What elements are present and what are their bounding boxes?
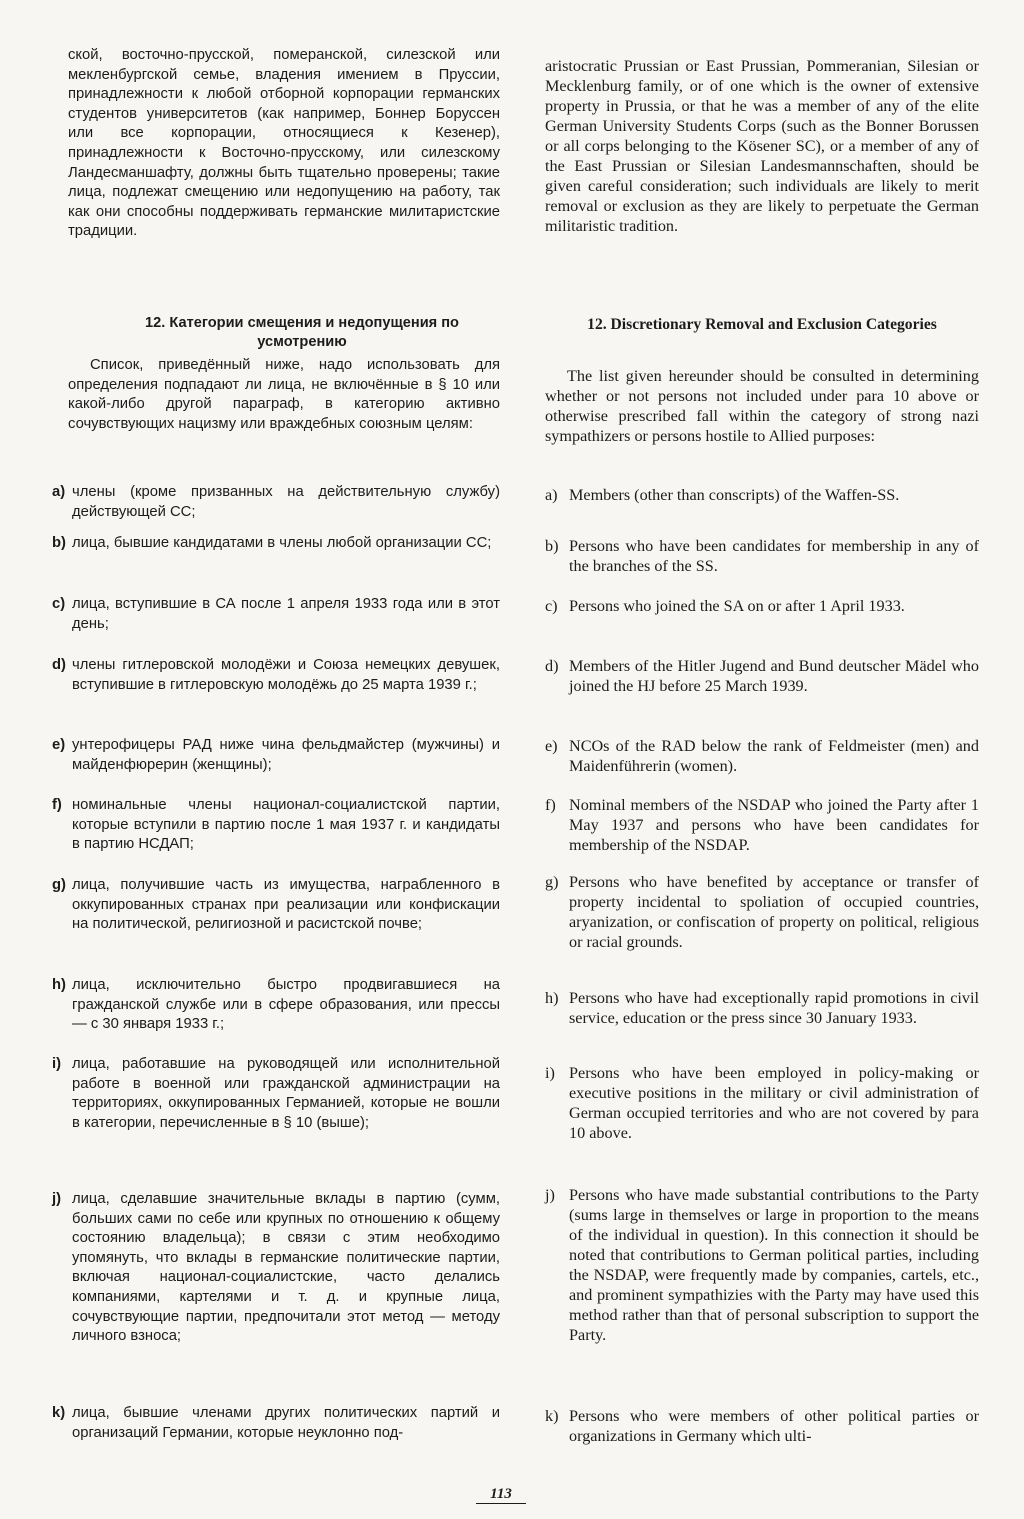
en-item-text: Persons who have made substantial contributions to the Party (sums large in themselves or large in proportion to the means of the individual in question). In this connection it should be noted that contributions to German political parties, including the NSDAP, were frequently made by companies, cartels, etc., and prominent sympathizies with the Party may have used this method rather than that of personal subscription to support the Party.	[569, 1186, 979, 1344]
en-item-text: Members (other than conscripts) of the Waffen-SS.	[569, 486, 900, 504]
ru-item-text: лица, сделавшие значительные вклады в партию (сумм, больших сами по себе или крупных по отношению к общему состоянию владельца); в связи с этим необходимо упомянуть, что вклады в германские политические партии, включая национал-социалистские, часто делались компаниями, картелями и т. д. и крупные лица, сочувствующие партии, предпочитали этот метод — методу личного взноса;	[72, 1191, 500, 1345]
ru-lead-paragraph: Список, приведённый ниже, надо использовать для определения подпадают ли лица, не включённые в § 10 или какой-либо другой параграф, в категорию активно сочувствующих нацизму или враждебных союзным целям:	[68, 357, 500, 432]
en-list-item	[545, 485, 979, 505]
ru-item-label: b)	[52, 535, 66, 551]
en-list-item	[545, 536, 979, 576]
en-item-label: h)	[545, 989, 559, 1007]
en-section-heading: 12. Discretionary Removal and Exclusion Categories	[587, 316, 937, 333]
en-item-label: a)	[545, 486, 558, 504]
en-list-item	[545, 1063, 979, 1143]
en-item-label: k)	[545, 1407, 559, 1425]
ru-list-item	[52, 656, 500, 695]
en-list-item	[545, 1406, 979, 1446]
ru-section-heading	[68, 314, 500, 352]
ru-item-text: номинальные члены национал-социалистской партии, которые вступили в партию после 1 мая 1937 г. и кандидаты в партию НСДАП;	[72, 797, 500, 853]
ru-item-text: лица, бывшие членами других политических партий и организаций Германии, которые неуклонно под-	[72, 1405, 500, 1441]
en-item-label: g)	[545, 873, 559, 891]
ru-list-item	[52, 1404, 500, 1443]
ru-item-label: g)	[52, 877, 66, 893]
ru-item-text: члены гитлеровской молодёжи и Союза немецких девушек, вступившие в гитлеровскую молодёжь до 25 марта 1939 г.;	[72, 657, 500, 693]
ru-item-label: i)	[52, 1056, 62, 1072]
ru-list-item	[52, 1055, 500, 1133]
ru-item-label: f)	[52, 797, 62, 813]
en-list-item	[545, 872, 979, 952]
ru-item-label: e)	[52, 737, 66, 753]
ru-item-text: члены (кроме призванных на действительную службу) действующей СС;	[72, 484, 500, 520]
en-list-item	[545, 1185, 979, 1345]
en-intro-paragraph: aristocratic Prussian or East Prussian, Pommeranian, Silesian or Mecklenburg family, or of one which is the owner of extensive property in Prussia, or that he was a member of any of the elite German University Students Corps (such as the Bonner Borussen or all corps belonging to the Kösener SC), or a member of any of the East Prussian or Silesian Landesmannschaften, should be given careful consideration; such individuals are likely to merit removal or exclusion as they are likely to perpetuate the German militaristic tradition.	[545, 57, 979, 235]
ru-item-text: лица, работавшие на руководящей или исполнительной работе в военной или гражданской администрации на территориях, оккупированных Германией, которые не вошли в категории, перечисленные в § 10 (выше);	[72, 1056, 500, 1131]
ru-item-label: c)	[52, 596, 66, 612]
en-list-item	[545, 795, 979, 855]
ru-list-item	[52, 796, 500, 855]
en-item-text: Persons who have benefited by acceptance or transfer of property incidental to spoliation of occupied countries, aryanization, or confiscation of property on political, religious or racial grounds.	[569, 873, 979, 951]
en-item-label: f)	[545, 796, 556, 814]
ru-list-item	[52, 876, 500, 935]
ru-list-item	[52, 1190, 500, 1347]
en-item-label: d)	[545, 657, 559, 675]
ru-item-text: лица, получившие часть из имущества, награбленного в оккупированных странах при реализации или конфискации на политической, религиозной и расистской почве;	[72, 877, 500, 933]
ru-item-label: h)	[52, 977, 66, 993]
en-item-label: e)	[545, 737, 558, 755]
ru-list-item	[52, 534, 500, 554]
ru-list-item	[52, 483, 500, 522]
en-item-text: Persons who have been employed in policy-making or executive positions in the military or civil administration of German occupied territories and who are not covered by para 10 above.	[569, 1064, 979, 1142]
ru-list-item	[52, 595, 500, 634]
ru-item-label: k)	[52, 1405, 66, 1421]
en-item-text: Persons who have had exceptionally rapid promotions in civil service, education or the press since 30 January 1933.	[569, 989, 979, 1027]
ru-list-item	[52, 736, 500, 775]
en-item-label: b)	[545, 537, 559, 555]
en-item-text: Members of the Hitler Jugend and Bund deutscher Mädel who joined the HJ before 25 March 1939.	[569, 657, 979, 695]
ru-heading-number: 12.	[145, 315, 166, 331]
ru-item-text: лица, исключительно быстро продвигавшиеся на гражданской службе или в сфере образования, или прессы — с 30 января 1933 г.;	[72, 977, 500, 1033]
en-list-item	[545, 736, 979, 776]
ru-intro-paragraph: ской, восточно-прусской, померанской, силезской или мекленбургской семье, владения имением в Пруссии, принадлежности к любой отборной корпорации германских студентов университетов (как например, Боннер Боруссен или все корпорации, относящиеся к Кезенер), принадлежности к Восточно-прусскому, или силезскому Ландесманшафту, должны быть тщательно проверены; такие лица, подлежат смещению или недопущению на работу, так как они способны поддерживать германские милитаристские традиции.	[68, 47, 500, 240]
ru-list-item	[52, 976, 500, 1035]
en-item-label: c)	[545, 597, 558, 615]
ru-item-label: d)	[52, 657, 66, 673]
en-list-item	[545, 988, 979, 1028]
en-list-item	[545, 656, 979, 696]
ru-item-label: a)	[52, 484, 66, 500]
en-item-text: Persons who were members of other political parties or organizations in Germany which ulti-	[569, 1407, 979, 1445]
ru-item-text: унтерофицеры РАД ниже чина фельдмайстер (мужчины) и майденфюрерин (женщины);	[72, 737, 500, 773]
en-item-label: j)	[545, 1186, 555, 1204]
en-item-text: Persons who have been candidates for membership in any of the branches of the SS.	[569, 537, 979, 575]
en-item-label: i)	[545, 1064, 555, 1082]
en-item-text: Persons who joined the SA on or after 1 April 1933.	[569, 597, 905, 615]
en-list-item	[545, 596, 979, 616]
en-lead-paragraph: The list given hereunder should be consulted in determining whether or not persons not included under para 10 above or otherwise prescribed fall within the category of strong nazi sympathizers or persons hostile to Allied purposes:	[545, 367, 979, 445]
page-number: 113	[476, 1486, 526, 1504]
en-item-text: Nominal members of the NSDAP who joined the Party after 1 May 1937 and persons who have been candidates for membership of the NSDAP.	[569, 796, 979, 854]
ru-item-text: лица, бывшие кандидатами в члены любой организации СС;	[72, 535, 492, 551]
en-item-text: NCOs of the RAD below the rank of Feldmeister (men) and Maidenführerin (women).	[569, 737, 979, 775]
ru-item-label: j)	[52, 1191, 62, 1207]
ru-heading-text: Категории смещения и недопущения по усмотрению	[169, 315, 459, 350]
ru-item-text: лица, вступившие в СА после 1 апреля 1933 года или в этот день;	[72, 596, 500, 632]
